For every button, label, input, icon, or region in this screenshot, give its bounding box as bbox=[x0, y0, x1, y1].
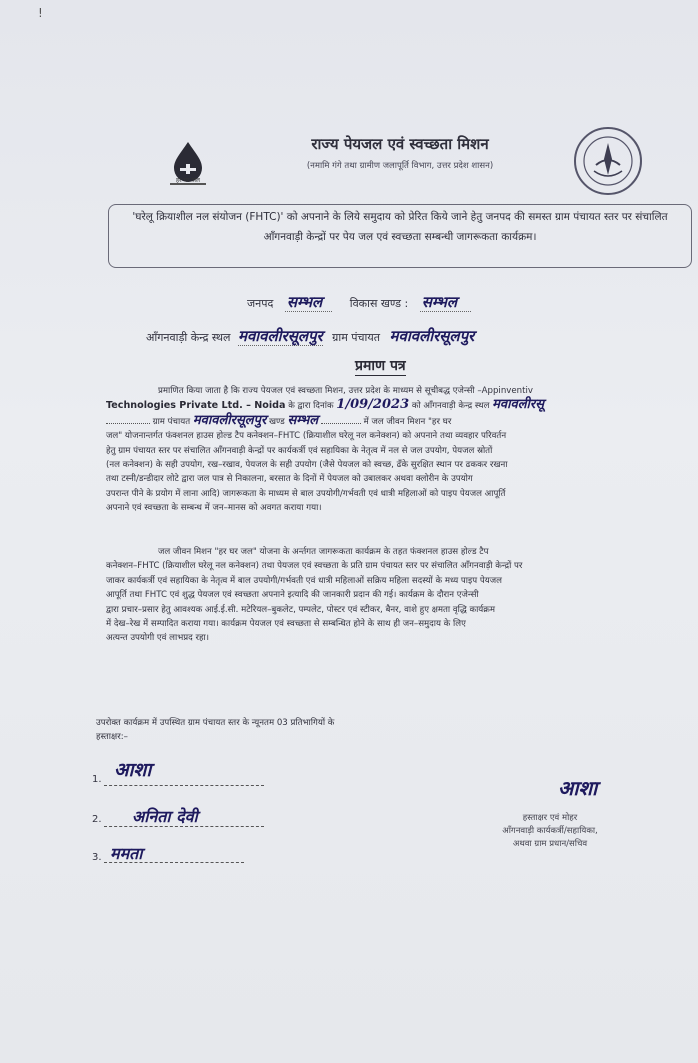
agency-name: Technologies Private Ltd. – Noida bbox=[106, 400, 286, 412]
authority-signature: आशा bbox=[558, 776, 598, 800]
para1-line: उपरान्त पीने के प्रयोग में लाना आदि) जागरूकता के माध्यम से बाल उपयोगी/गर्भवती एवं धात्री महिलाओं को पाइप पेयजल आपूर्ति bbox=[106, 488, 506, 499]
participant-2-signature: अनिता देवी bbox=[132, 807, 198, 826]
panchayat-label: ग्राम पंचायत bbox=[332, 331, 381, 344]
block-inline-value: सम्भल bbox=[287, 412, 319, 428]
district-value: सम्भल bbox=[285, 293, 332, 312]
signature-line bbox=[104, 862, 244, 863]
signature-line bbox=[104, 826, 264, 827]
paragraph-2 bbox=[106, 545, 692, 646]
emblem-icon bbox=[572, 125, 644, 197]
logo-left-text: हर घर जल bbox=[176, 177, 200, 184]
district-label: जनपद bbox=[247, 297, 274, 310]
date-value: 1/09/2023 bbox=[336, 397, 410, 413]
participant-1-num: 1. bbox=[92, 774, 102, 785]
para2-line: अत्यन्त उपयोगी एवं लाभप्रद रहा। bbox=[106, 633, 210, 644]
participant-3-signature: ममता bbox=[110, 844, 143, 863]
participants-intro-line: उपरोक्त कार्यक्रम में उपस्थित ग्राम पंचायत स्तर के न्यूनतम 03 प्रतिभागियों के bbox=[96, 718, 335, 728]
para1-line: (नल कनेक्शन) के सही उपयोग, रख–रखाव, पेयजल के सही उपयोग (जैसे पेयजल को स्वच्छ, ढँके सुरक्षित स्थान पर ढककर रखना bbox=[106, 460, 508, 471]
panchayat-value: मवावलीरसूलपुर bbox=[389, 327, 475, 345]
para2-line: कनेक्शन–FHTC (क्रियाशील घरेलू नल कनेक्शन) तथा पेयजल एवं स्वच्छता के प्रति ग्राम पंचायत स्तर पर संचालित आँगनवाड़ी केन्द्रों पर bbox=[106, 561, 523, 572]
panchayat-inline-value: मवावलीरसूलपुर bbox=[192, 412, 267, 428]
para1-line: प्रमाणित किया जाता है कि राज्य पेयजल एवं स्वच्छता मिशन, उत्तर प्रदेश के माध्यम से सूचीबद्ध एजेन्सी –Appinventiv bbox=[158, 386, 533, 396]
participant-2-num: 2. bbox=[92, 814, 102, 825]
para2-line: जाकर कार्यकर्त्री एवं सहायिका के नेतृत्व में बाल उपयोगी/गर्भवती एवं धात्री महिलाओं सक्रिय महिला सदस्यों के मध्य पाइप पेयजल bbox=[106, 575, 502, 586]
center-value: मवावलीरसूलपुर bbox=[237, 327, 323, 345]
water-drop-icon bbox=[162, 138, 214, 196]
para1-line: तथा टस्नी/डन्डीदार लोटे द्वारा जल पात्र से निकालना, बरसात के दिनों में पेयजल को उबालकर अथवा क्लोरीन के उपयोग bbox=[106, 474, 473, 485]
authority-block bbox=[470, 812, 630, 851]
paragraph-1 bbox=[106, 384, 692, 516]
para2-line: द्वारा प्रचार–प्रसार हेतु आवश्यक आई.ई.सी. मटेरियल–बुकलेट, पम्पलेट, पोस्टर एवं स्टीकर, बैनर, वाशे हुए क्षमता वृद्धि कार्यक्रम bbox=[106, 604, 496, 615]
para1-line: अपनाने एवं स्वच्छता के सम्बन्ध में जन–मानस को अवगत कराया गया। bbox=[106, 503, 322, 514]
block-label: विकास खण्ड : bbox=[349, 297, 409, 310]
authority-line: अथवा ग्राम प्रधान/सचिव bbox=[512, 839, 588, 849]
org-title: राज्य पेयजल एवं स्वच्छता मिशन bbox=[311, 135, 489, 153]
har-ghar-jal-logo bbox=[162, 138, 214, 196]
center-label: आँगनवाड़ी केन्द्र स्थल bbox=[146, 331, 231, 344]
subject-box: 'घरेलू क्रियाशील नल संयोजन (FHTC)' को अपनाने के लिये समुदाय को प्रेरित किये जाने हेतु जनपद की समस्त ग्राम पंचायत स्तर पर संचालित आँगनवाड़ी केन्द्रों पर पेय जल एवं स्वच्छता सम्बन्धी जागरूकता कार्यक्रम। bbox=[108, 204, 692, 268]
para1-line: जल" योजनान्तर्गत फंक्शनल हाउस होल्ड टैप कनेक्शन–FHTC (क्रियाशील घरेलू नल कनेक्शन) को अपनाने तथा व्यवहार परिवर्तन bbox=[106, 431, 507, 442]
center-location-value: मवावलीरसू bbox=[492, 397, 545, 413]
para1-text: में जल जीवन मिशन "हर घर bbox=[363, 416, 452, 427]
signature-line bbox=[104, 785, 264, 786]
block-value: सम्भल bbox=[420, 293, 471, 312]
participants-intro-line: हस्ताक्षर:– bbox=[96, 732, 128, 743]
participant-1-signature: आशा bbox=[114, 759, 152, 781]
para1-text: खण्ड bbox=[269, 416, 285, 427]
center-row bbox=[146, 326, 474, 346]
certificate-title: प्रमाण पत्र bbox=[355, 358, 406, 374]
participant-3-num: 3. bbox=[92, 852, 102, 863]
authority-line: हस्ताक्षर एवं मोहर bbox=[522, 813, 578, 823]
para1-line bbox=[106, 398, 692, 413]
para2-line: जल जीवन मिशन "हर घर जल" योजना के अर्न्तगत जागरूकता कार्यक्रम के तहत फंक्शनल हाउस होल्ड टैप bbox=[158, 547, 489, 557]
para2-line: में देख–रेख में सम्पादित कराया गया। कार्यक्रम पेयजल एवं स्वच्छता से सम्बन्धित होने के साथ ही जन–समुदाय के लिए bbox=[106, 619, 466, 630]
org-subtitle: (नमामि गंगे तथा ग्रामीण जलापूर्ति विभाग, उत्तर प्रदेश शासन) bbox=[306, 161, 494, 171]
up-government-emblem bbox=[572, 125, 644, 197]
participants-intro bbox=[96, 716, 496, 745]
para2-line: आपूर्ति तथा FHTC एवं शुद्ध पेयजल एवं स्वच्छता अपनाने इत्यादि की जानकारी प्रदान की गई। कार्यक्रम के दौरान एजेन्सी bbox=[106, 590, 479, 601]
para1-text: के द्वारा दिनांक bbox=[288, 401, 334, 412]
para1-text: को आँगनवाड़ी केन्द्र स्थल bbox=[411, 401, 490, 412]
para1-line: हेतु ग्राम पंचायत स्तर पर संचालित आँगनवाड़ी केन्द्रों पर कार्यकर्त्री एवं सहायिका के नेतृत्व में नल से जल उपयोग, पेयजल स्रोतों bbox=[106, 445, 493, 456]
para1-line bbox=[106, 414, 692, 429]
district-row bbox=[247, 292, 471, 312]
authority-line: आँगनवाड़ी कार्यकर्त्री/सहायिका, bbox=[502, 826, 598, 836]
corner-mark: ! bbox=[38, 6, 43, 20]
para1-text: ग्राम पंचायत bbox=[152, 416, 191, 427]
